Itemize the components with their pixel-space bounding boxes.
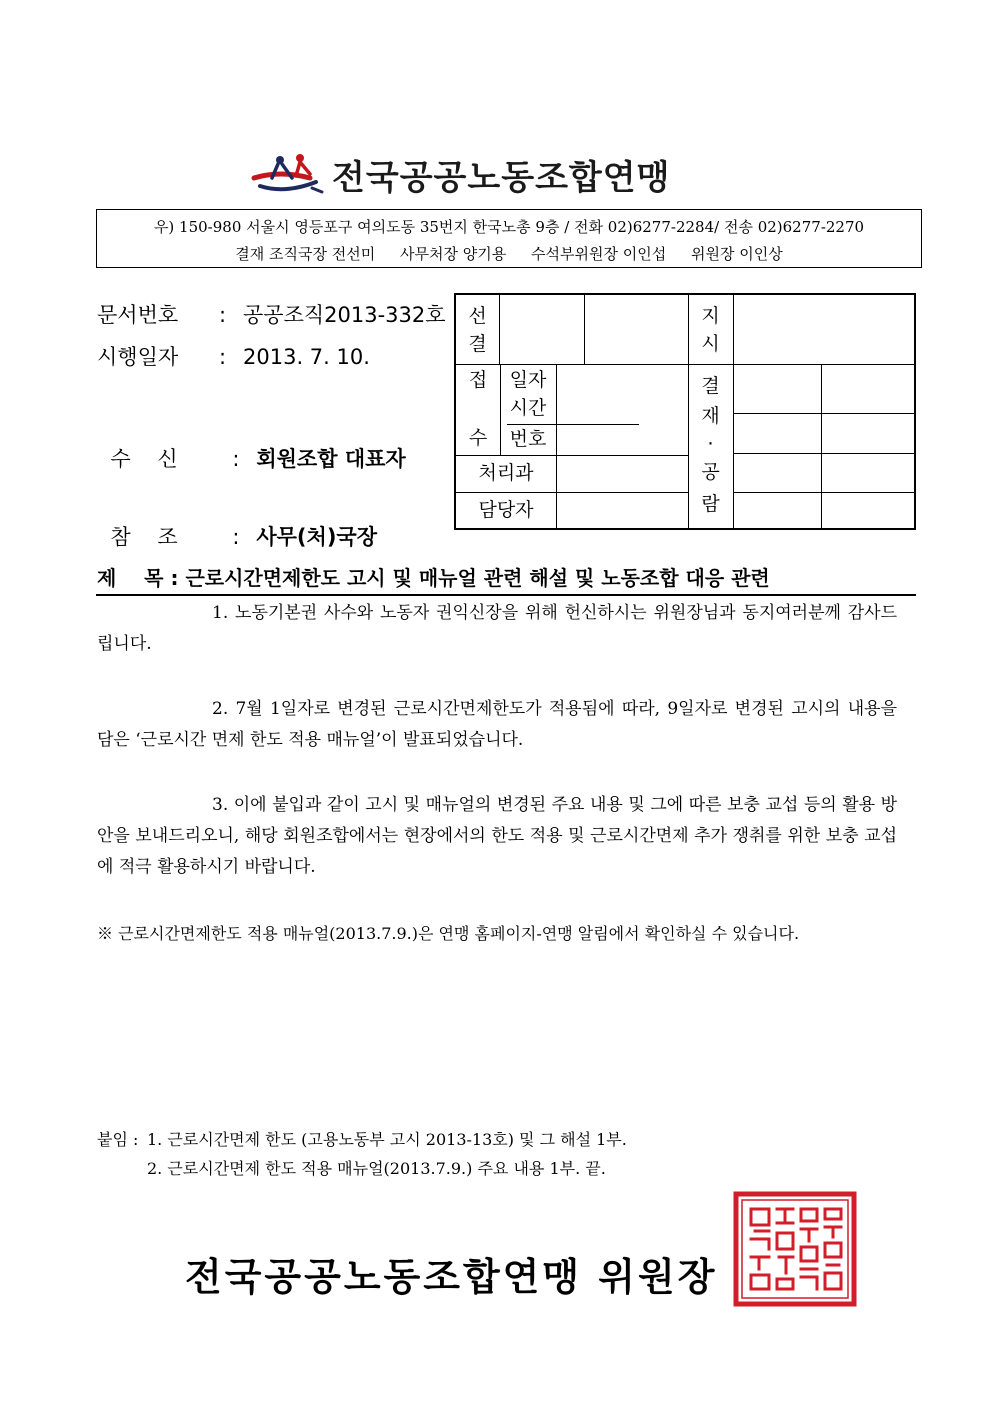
date-row — [97, 341, 370, 371]
official-seal-stamp — [733, 1191, 857, 1307]
cell-g2: 재 — [701, 405, 720, 427]
approver-2: 사무처장 양기용 — [400, 245, 507, 263]
signature-line: 전국공공노동조합연맹 위원장 — [185, 1255, 718, 1299]
org-name-title: 전국공공노동조합연맹 — [332, 158, 671, 198]
effective-date: 2013. 7. 10. — [243, 345, 370, 369]
cell-seon: 선 — [468, 305, 487, 327]
cell-su: 수 — [468, 427, 488, 449]
cell-g5: 람 — [701, 493, 720, 515]
cell-ji: 지 — [701, 305, 720, 327]
cell-gyeol: 결 — [468, 333, 487, 355]
cell-damdangja: 담당자 — [478, 499, 534, 521]
paragraph-3: 3. 이에 붙입과 같이 고시 및 매뉴얼의 변경된 주요 내용 및 그에 따른 보충 교섭 등의 활용 방안을 보내드리오니, 해당 회원조합에서는 현장에서의 한도 적용 및 근로시간면제 추가 쟁취를 위한 보충 교섭에 적극 활용하시기 바랍니다. — [97, 795, 897, 877]
attachment-item-1: 1. 근로시간면제 한도 (고용노동부 고시 2013-13호) 및 그 해설 1부. — [147, 1130, 627, 1149]
subject-label: 제 목 — [97, 566, 164, 590]
cell-beonho: 번호 — [509, 428, 547, 450]
org-logo-header — [250, 148, 740, 198]
routing-table — [454, 293, 916, 530]
subject-text: 근로시간면제한도 고시 및 매뉴얼 관련 해설 및 노동조합 대응 관련 — [185, 566, 770, 590]
cell-sigan: 시간 — [509, 397, 547, 419]
date-label: 시행일자 — [97, 345, 179, 369]
attachment-item-2: 2. 근로시간면제 한도 적용 매뉴얼(2013.7.9.) 주요 내용 1부. 끝. — [147, 1159, 606, 1178]
colon: : — [232, 447, 240, 471]
colon: : — [219, 303, 227, 327]
paragraph-2: 2. 7월 1일자로 변경된 근로시간면제한도가 적용됨에 따라, 9일자로 변경된 고시의 내용을 담은 ‘근로시간 면제 한도 적용 매뉴얼’이 발표되었습니다. — [97, 699, 897, 750]
address-box — [96, 209, 922, 268]
recipient-label: 수 신 — [110, 447, 178, 471]
reference: 사무(처)국장 — [256, 525, 377, 549]
cell-g4: 공 — [701, 461, 720, 483]
subject-row — [97, 562, 770, 591]
subject-divider — [96, 594, 916, 596]
org-logo-icon — [250, 148, 330, 198]
attachment-label: 붙임 : — [97, 1130, 139, 1149]
reference-row — [97, 497, 377, 551]
cell-ilja: 일자 — [509, 369, 547, 391]
doc-number: 공공조직2013-332호 — [243, 303, 446, 327]
paragraph-1: 1. 노동기본권 사수와 노동자 권익신장을 위해 헌신하시는 위원장님과 동지여러분께 감사드립니다. — [97, 603, 897, 654]
cell-g3: · — [707, 433, 714, 455]
cell-jeop: 접 — [468, 369, 488, 391]
recipient: 회원조합 대표자 — [256, 447, 406, 471]
colon: : — [219, 345, 227, 369]
approver-3: 수석부위원장 이인섭 — [531, 245, 667, 263]
cell-si: 시 — [701, 333, 720, 355]
doc-number-row — [97, 299, 446, 329]
recipient-row — [97, 419, 406, 473]
approver-4: 위원장 이인상 — [690, 245, 783, 263]
approver-1: 결재 조직국장 전선미 — [235, 245, 376, 263]
note: ※ 근로시간면제한도 적용 매뉴얼(2013.7.9.)은 연맹 홈페이지-연맹 알림에서 확인하실 수 있습니다. — [97, 924, 800, 943]
doc-number-label: 문서번호 — [97, 303, 179, 327]
cell-cheorigwa: 처리과 — [478, 462, 534, 484]
colon: : — [232, 525, 240, 549]
subject-colon: : — [170, 566, 179, 590]
address-line: 우) 150-980 서울시 영등포구 여의도동 35번지 한국노총 9층 / 전화 02)6277-2284/ 전송 02)6277-2270 — [153, 218, 865, 236]
cell-g1: 결 — [701, 375, 720, 397]
reference-label: 참 조 — [110, 525, 178, 549]
approval-line — [97, 243, 921, 264]
